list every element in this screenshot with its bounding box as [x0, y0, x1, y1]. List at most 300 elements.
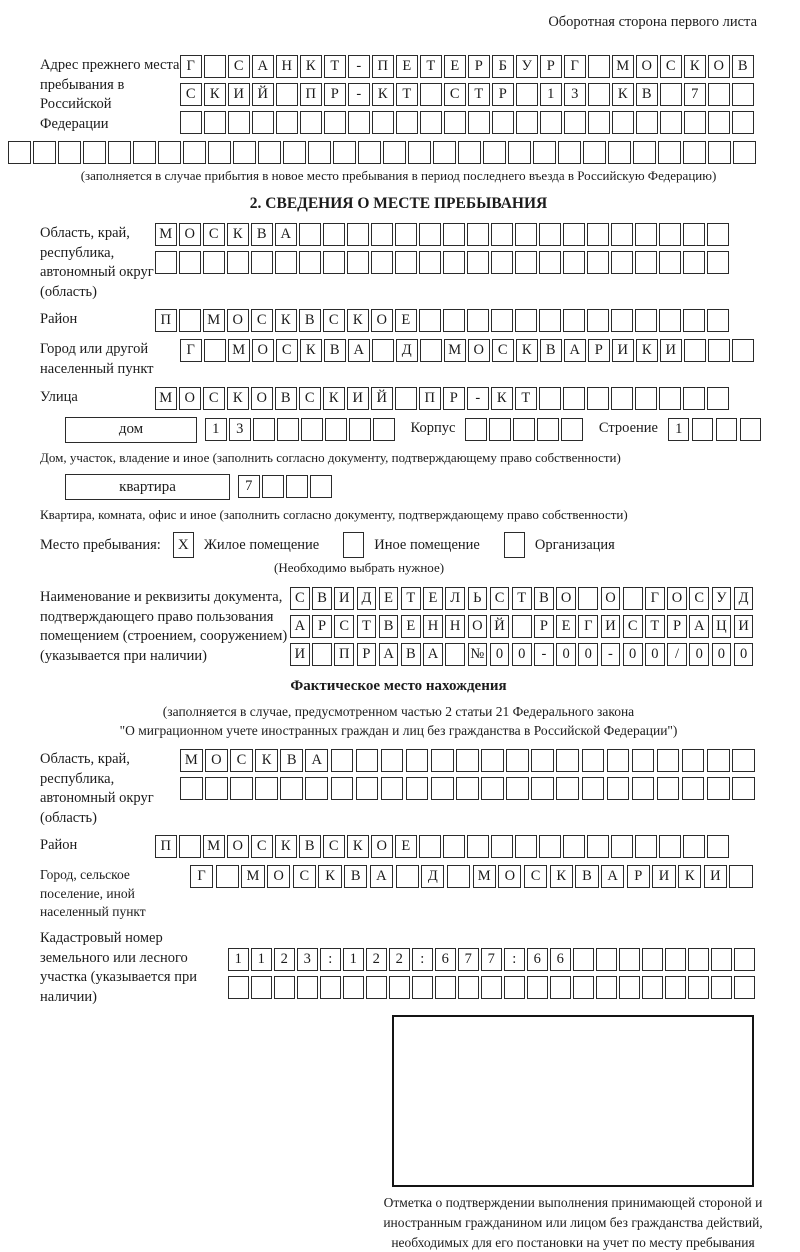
char-cell[interactable]: Г [564, 55, 586, 78]
char-cell[interactable] [158, 141, 181, 164]
char-cell[interactable]: В [732, 55, 754, 78]
char-cell[interactable]: О [205, 749, 228, 772]
char-cell[interactable] [456, 749, 479, 772]
char-cell[interactable] [683, 309, 705, 332]
char-cell[interactable] [635, 309, 657, 332]
char-cell[interactable] [561, 418, 583, 441]
char-cell[interactable]: К [516, 339, 538, 362]
char-cell[interactable]: П [300, 83, 322, 106]
char-cell[interactable]: Р [540, 55, 562, 78]
char-cell[interactable]: О [267, 865, 290, 888]
char-cell[interactable] [280, 777, 303, 800]
char-cell[interactable]: О [708, 55, 730, 78]
char-cell[interactable]: В [280, 749, 303, 772]
char-cell[interactable]: Р [312, 615, 332, 638]
char-cell[interactable] [588, 55, 610, 78]
char-cell[interactable]: С [660, 55, 682, 78]
char-cell[interactable]: Ц [712, 615, 732, 638]
char-cell[interactable] [533, 141, 556, 164]
char-cell[interactable]: М [241, 865, 264, 888]
char-cell[interactable]: В [299, 835, 321, 858]
char-cell[interactable]: 1 [343, 948, 364, 971]
char-cell[interactable]: С [228, 55, 250, 78]
char-cell[interactable] [588, 83, 610, 106]
char-cell[interactable] [611, 835, 633, 858]
char-cell[interactable] [512, 615, 532, 638]
char-cell[interactable] [179, 835, 201, 858]
char-cell[interactable] [711, 976, 732, 999]
char-cell[interactable] [308, 141, 331, 164]
char-cell[interactable] [732, 111, 754, 134]
char-cell[interactable]: К [347, 835, 369, 858]
char-cell[interactable] [481, 976, 502, 999]
char-cell[interactable] [683, 835, 705, 858]
char-cell[interactable] [659, 251, 681, 274]
char-cell[interactable] [513, 418, 535, 441]
char-cell[interactable] [443, 223, 465, 246]
char-cell[interactable] [515, 835, 537, 858]
char-cell[interactable] [531, 749, 554, 772]
char-cell[interactable]: К [255, 749, 278, 772]
char-cell[interactable] [301, 418, 323, 441]
char-cell[interactable] [358, 141, 381, 164]
char-cell[interactable]: Р [534, 615, 554, 638]
char-cell[interactable] [707, 749, 730, 772]
char-cell[interactable]: Й [252, 83, 274, 106]
char-cell[interactable]: 7 [684, 83, 706, 106]
char-cell[interactable]: Р [627, 865, 650, 888]
char-cell[interactable] [179, 309, 201, 332]
char-cell[interactable]: И [612, 339, 634, 362]
char-cell[interactable] [635, 387, 657, 410]
char-cell[interactable]: О [468, 615, 488, 638]
char-cell[interactable] [297, 976, 318, 999]
char-cell[interactable]: К [227, 223, 249, 246]
char-cell[interactable] [227, 251, 249, 274]
char-cell[interactable] [583, 141, 606, 164]
char-cell[interactable] [707, 777, 730, 800]
char-cell[interactable] [682, 749, 705, 772]
char-cell[interactable]: С [251, 309, 273, 332]
char-cell[interactable]: К [300, 55, 322, 78]
char-cell[interactable] [253, 418, 275, 441]
char-cell[interactable] [275, 251, 297, 274]
char-cell[interactable] [372, 339, 394, 362]
char-cell[interactable] [205, 777, 228, 800]
char-cell[interactable]: 1 [251, 948, 272, 971]
char-cell[interactable] [481, 749, 504, 772]
char-cell[interactable]: К [684, 55, 706, 78]
char-cell[interactable]: С [180, 83, 202, 106]
char-cell[interactable] [252, 111, 274, 134]
char-cell[interactable] [633, 141, 656, 164]
char-cell[interactable]: И [704, 865, 727, 888]
char-cell[interactable]: К [204, 83, 226, 106]
char-cell[interactable]: А [379, 643, 399, 666]
char-cell[interactable]: 0 [645, 643, 665, 666]
char-cell[interactable] [395, 251, 417, 274]
char-cell[interactable]: С [230, 749, 253, 772]
char-cell[interactable] [683, 387, 705, 410]
char-cell[interactable] [274, 976, 295, 999]
char-cell[interactable] [419, 251, 441, 274]
char-cell[interactable]: Л [445, 587, 465, 610]
char-cell[interactable]: У [712, 587, 732, 610]
char-cell[interactable] [251, 251, 273, 274]
char-cell[interactable] [8, 141, 31, 164]
char-cell[interactable] [556, 777, 579, 800]
char-cell[interactable] [539, 387, 561, 410]
char-cell[interactable]: Е [444, 55, 466, 78]
char-cell[interactable]: 0 [512, 643, 532, 666]
char-cell[interactable] [133, 141, 156, 164]
char-cell[interactable]: О [498, 865, 521, 888]
char-cell[interactable] [516, 111, 538, 134]
char-cell[interactable]: К [275, 309, 297, 332]
char-cell[interactable]: 1 [228, 948, 249, 971]
char-cell[interactable]: Т [515, 387, 537, 410]
char-cell[interactable] [183, 141, 206, 164]
char-cell[interactable]: Р [357, 643, 377, 666]
char-cell[interactable] [331, 749, 354, 772]
char-cell[interactable] [208, 141, 231, 164]
char-cell[interactable]: К [227, 387, 249, 410]
char-cell[interactable]: А [275, 223, 297, 246]
char-cell[interactable] [563, 309, 585, 332]
char-cell[interactable]: П [419, 387, 441, 410]
char-cell[interactable] [347, 251, 369, 274]
char-cell[interactable] [406, 777, 429, 800]
char-cell[interactable]: 7 [238, 475, 260, 498]
char-cell[interactable] [331, 777, 354, 800]
char-cell[interactable] [611, 387, 633, 410]
char-cell[interactable]: Е [401, 615, 421, 638]
char-cell[interactable] [665, 976, 686, 999]
char-cell[interactable]: Г [180, 339, 202, 362]
char-cell[interactable]: О [371, 835, 393, 858]
char-cell[interactable] [255, 777, 278, 800]
char-cell[interactable]: С [203, 387, 225, 410]
char-cell[interactable] [258, 141, 281, 164]
char-cell[interactable] [491, 835, 513, 858]
char-cell[interactable] [299, 223, 321, 246]
char-cell[interactable]: Р [324, 83, 346, 106]
char-cell[interactable]: В [344, 865, 367, 888]
char-cell[interactable] [682, 777, 705, 800]
char-cell[interactable]: Р [667, 615, 687, 638]
char-cell[interactable] [734, 948, 755, 971]
char-cell[interactable]: П [155, 835, 177, 858]
char-cell[interactable]: В [379, 615, 399, 638]
char-cell[interactable] [481, 777, 504, 800]
char-cell[interactable] [635, 835, 657, 858]
char-cell[interactable] [58, 141, 81, 164]
char-cell[interactable] [347, 223, 369, 246]
char-cell[interactable] [381, 749, 404, 772]
char-cell[interactable] [349, 418, 371, 441]
char-cell[interactable] [456, 777, 479, 800]
char-cell[interactable] [443, 835, 465, 858]
char-cell[interactable] [325, 418, 347, 441]
char-cell[interactable]: В [324, 339, 346, 362]
char-cell[interactable]: П [155, 309, 177, 332]
char-cell[interactable]: К [678, 865, 701, 888]
char-cell[interactable] [445, 643, 465, 666]
char-cell[interactable]: К [491, 387, 513, 410]
char-cell[interactable] [587, 309, 609, 332]
char-cell[interactable]: А [689, 615, 709, 638]
char-cell[interactable]: Д [357, 587, 377, 610]
char-cell[interactable] [563, 387, 585, 410]
char-cell[interactable]: 0 [578, 643, 598, 666]
char-cell[interactable] [371, 251, 393, 274]
char-cell[interactable] [556, 749, 579, 772]
char-cell[interactable] [299, 251, 321, 274]
char-cell[interactable] [708, 141, 731, 164]
char-cell[interactable]: - [467, 387, 489, 410]
char-cell[interactable] [389, 976, 410, 999]
char-cell[interactable]: И [660, 339, 682, 362]
char-cell[interactable]: А [305, 749, 328, 772]
char-cell[interactable] [492, 111, 514, 134]
char-cell[interactable] [277, 418, 299, 441]
char-cell[interactable] [228, 111, 250, 134]
char-cell[interactable]: О [371, 309, 393, 332]
char-cell[interactable]: О [601, 587, 621, 610]
char-cell[interactable] [657, 749, 680, 772]
char-cell[interactable]: О [667, 587, 687, 610]
char-cell[interactable]: С [490, 587, 510, 610]
char-cell[interactable] [343, 976, 364, 999]
char-cell[interactable] [539, 835, 561, 858]
char-cell[interactable] [180, 111, 202, 134]
char-cell[interactable]: Т [420, 55, 442, 78]
char-cell[interactable]: С [276, 339, 298, 362]
char-cell[interactable] [611, 251, 633, 274]
char-cell[interactable] [665, 948, 686, 971]
char-cell[interactable]: П [372, 55, 394, 78]
char-cell[interactable]: И [734, 615, 754, 638]
char-cell[interactable] [711, 948, 732, 971]
char-cell[interactable] [230, 777, 253, 800]
char-cell[interactable] [447, 865, 470, 888]
char-cell[interactable] [582, 749, 605, 772]
char-cell[interactable]: А [348, 339, 370, 362]
char-cell[interactable]: М [203, 309, 225, 332]
char-cell[interactable] [608, 141, 631, 164]
char-cell[interactable] [323, 251, 345, 274]
char-cell[interactable] [433, 141, 456, 164]
char-cell[interactable] [683, 141, 706, 164]
char-cell[interactable]: - [601, 643, 621, 666]
char-cell[interactable]: О [468, 339, 490, 362]
char-cell[interactable] [515, 251, 537, 274]
char-cell[interactable]: Б [492, 55, 514, 78]
char-cell[interactable] [611, 223, 633, 246]
char-cell[interactable] [356, 777, 379, 800]
char-cell[interactable]: Т [401, 587, 421, 610]
char-cell[interactable] [320, 976, 341, 999]
char-cell[interactable]: В [401, 643, 421, 666]
char-cell[interactable] [708, 111, 730, 134]
char-cell[interactable] [251, 976, 272, 999]
char-cell[interactable]: М [444, 339, 466, 362]
char-cell[interactable]: В [299, 309, 321, 332]
char-cell[interactable]: 7 [458, 948, 479, 971]
char-cell[interactable]: 7 [481, 948, 502, 971]
char-cell[interactable]: 3 [229, 418, 251, 441]
char-cell[interactable] [732, 339, 754, 362]
char-cell[interactable]: - [348, 83, 370, 106]
char-cell[interactable] [657, 777, 680, 800]
char-cell[interactable] [587, 223, 609, 246]
char-cell[interactable] [435, 976, 456, 999]
char-cell[interactable] [204, 339, 226, 362]
char-cell[interactable] [587, 835, 609, 858]
char-cell[interactable] [688, 976, 709, 999]
char-cell[interactable] [228, 976, 249, 999]
char-cell[interactable] [431, 749, 454, 772]
char-cell[interactable]: И [601, 615, 621, 638]
char-cell[interactable]: 1 [540, 83, 562, 106]
char-cell[interactable] [684, 111, 706, 134]
char-cell[interactable] [515, 223, 537, 246]
char-cell[interactable]: - [534, 643, 554, 666]
char-cell[interactable]: 6 [550, 948, 571, 971]
char-cell[interactable]: 2 [274, 948, 295, 971]
char-cell[interactable]: Т [512, 587, 532, 610]
char-cell[interactable]: К [612, 83, 634, 106]
char-cell[interactable]: У [516, 55, 538, 78]
char-cell[interactable]: Г [180, 55, 202, 78]
char-cell[interactable] [619, 948, 640, 971]
char-cell[interactable]: / [667, 643, 687, 666]
char-cell[interactable] [420, 83, 442, 106]
char-cell[interactable] [692, 418, 714, 441]
char-cell[interactable]: 0 [623, 643, 643, 666]
char-cell[interactable]: М [612, 55, 634, 78]
char-cell[interactable] [659, 309, 681, 332]
char-cell[interactable] [635, 251, 657, 274]
char-cell[interactable]: Т [324, 55, 346, 78]
char-cell[interactable] [660, 83, 682, 106]
char-cell[interactable] [204, 55, 226, 78]
char-cell[interactable] [180, 777, 203, 800]
char-cell[interactable] [659, 223, 681, 246]
char-cell[interactable] [684, 339, 706, 362]
char-cell[interactable]: Е [423, 587, 443, 610]
char-cell[interactable] [659, 835, 681, 858]
char-cell[interactable] [587, 387, 609, 410]
char-cell[interactable]: С [323, 835, 345, 858]
char-cell[interactable] [573, 976, 594, 999]
char-cell[interactable] [558, 141, 581, 164]
char-cell[interactable]: Ь [468, 587, 488, 610]
char-cell[interactable]: С [492, 339, 514, 362]
char-cell[interactable] [371, 223, 393, 246]
char-cell[interactable]: А [423, 643, 443, 666]
char-cell[interactable] [406, 749, 429, 772]
char-cell[interactable]: : [320, 948, 341, 971]
char-cell[interactable]: С [689, 587, 709, 610]
char-cell[interactable]: Г [578, 615, 598, 638]
char-cell[interactable] [582, 777, 605, 800]
char-cell[interactable] [372, 111, 394, 134]
char-cell[interactable]: 0 [712, 643, 732, 666]
char-cell[interactable]: Г [645, 587, 665, 610]
char-cell[interactable] [632, 777, 655, 800]
char-cell[interactable]: Т [396, 83, 418, 106]
char-cell[interactable]: Д [734, 587, 754, 610]
char-cell[interactable] [587, 251, 609, 274]
char-cell[interactable] [607, 777, 630, 800]
char-cell[interactable] [465, 418, 487, 441]
char-cell[interactable]: В [575, 865, 598, 888]
char-cell[interactable]: М [228, 339, 250, 362]
char-cell[interactable]: О [179, 387, 201, 410]
char-cell[interactable] [419, 835, 441, 858]
char-cell[interactable]: Р [492, 83, 514, 106]
char-cell[interactable] [716, 418, 738, 441]
char-cell[interactable]: А [601, 865, 624, 888]
char-cell[interactable] [276, 83, 298, 106]
char-cell[interactable] [635, 223, 657, 246]
char-cell[interactable]: А [564, 339, 586, 362]
char-cell[interactable]: 1 [205, 418, 227, 441]
char-cell[interactable]: В [534, 587, 554, 610]
char-cell[interactable]: Р [588, 339, 610, 362]
char-cell[interactable] [324, 111, 346, 134]
char-cell[interactable]: О [636, 55, 658, 78]
char-cell[interactable] [732, 83, 754, 106]
char-cell[interactable]: И [228, 83, 250, 106]
char-cell[interactable] [504, 976, 525, 999]
char-cell[interactable]: В [275, 387, 297, 410]
char-cell[interactable]: С [203, 223, 225, 246]
char-cell[interactable] [540, 111, 562, 134]
char-cell[interactable] [283, 141, 306, 164]
char-cell[interactable] [312, 643, 332, 666]
char-cell[interactable] [395, 387, 417, 410]
char-cell[interactable]: : [504, 948, 525, 971]
char-cell[interactable] [233, 141, 256, 164]
char-cell[interactable]: И [334, 587, 354, 610]
char-cell[interactable] [323, 223, 345, 246]
char-cell[interactable] [300, 111, 322, 134]
char-cell[interactable] [443, 251, 465, 274]
char-cell[interactable]: О [252, 339, 274, 362]
char-cell[interactable]: Т [468, 83, 490, 106]
char-cell[interactable] [444, 111, 466, 134]
char-cell[interactable] [458, 976, 479, 999]
char-cell[interactable] [204, 111, 226, 134]
char-cell[interactable] [395, 223, 417, 246]
char-cell[interactable] [539, 251, 561, 274]
char-cell[interactable] [607, 749, 630, 772]
char-cell[interactable]: Г [190, 865, 213, 888]
char-cell[interactable] [729, 865, 752, 888]
char-cell[interactable]: 3 [297, 948, 318, 971]
char-cell[interactable] [203, 251, 225, 274]
char-cell[interactable]: Е [395, 309, 417, 332]
char-cell[interactable] [443, 309, 465, 332]
char-cell[interactable] [707, 387, 729, 410]
char-cell[interactable]: Р [443, 387, 465, 410]
char-cell[interactable] [491, 309, 513, 332]
char-cell[interactable]: К [636, 339, 658, 362]
char-cell[interactable] [83, 141, 106, 164]
char-cell[interactable] [179, 251, 201, 274]
